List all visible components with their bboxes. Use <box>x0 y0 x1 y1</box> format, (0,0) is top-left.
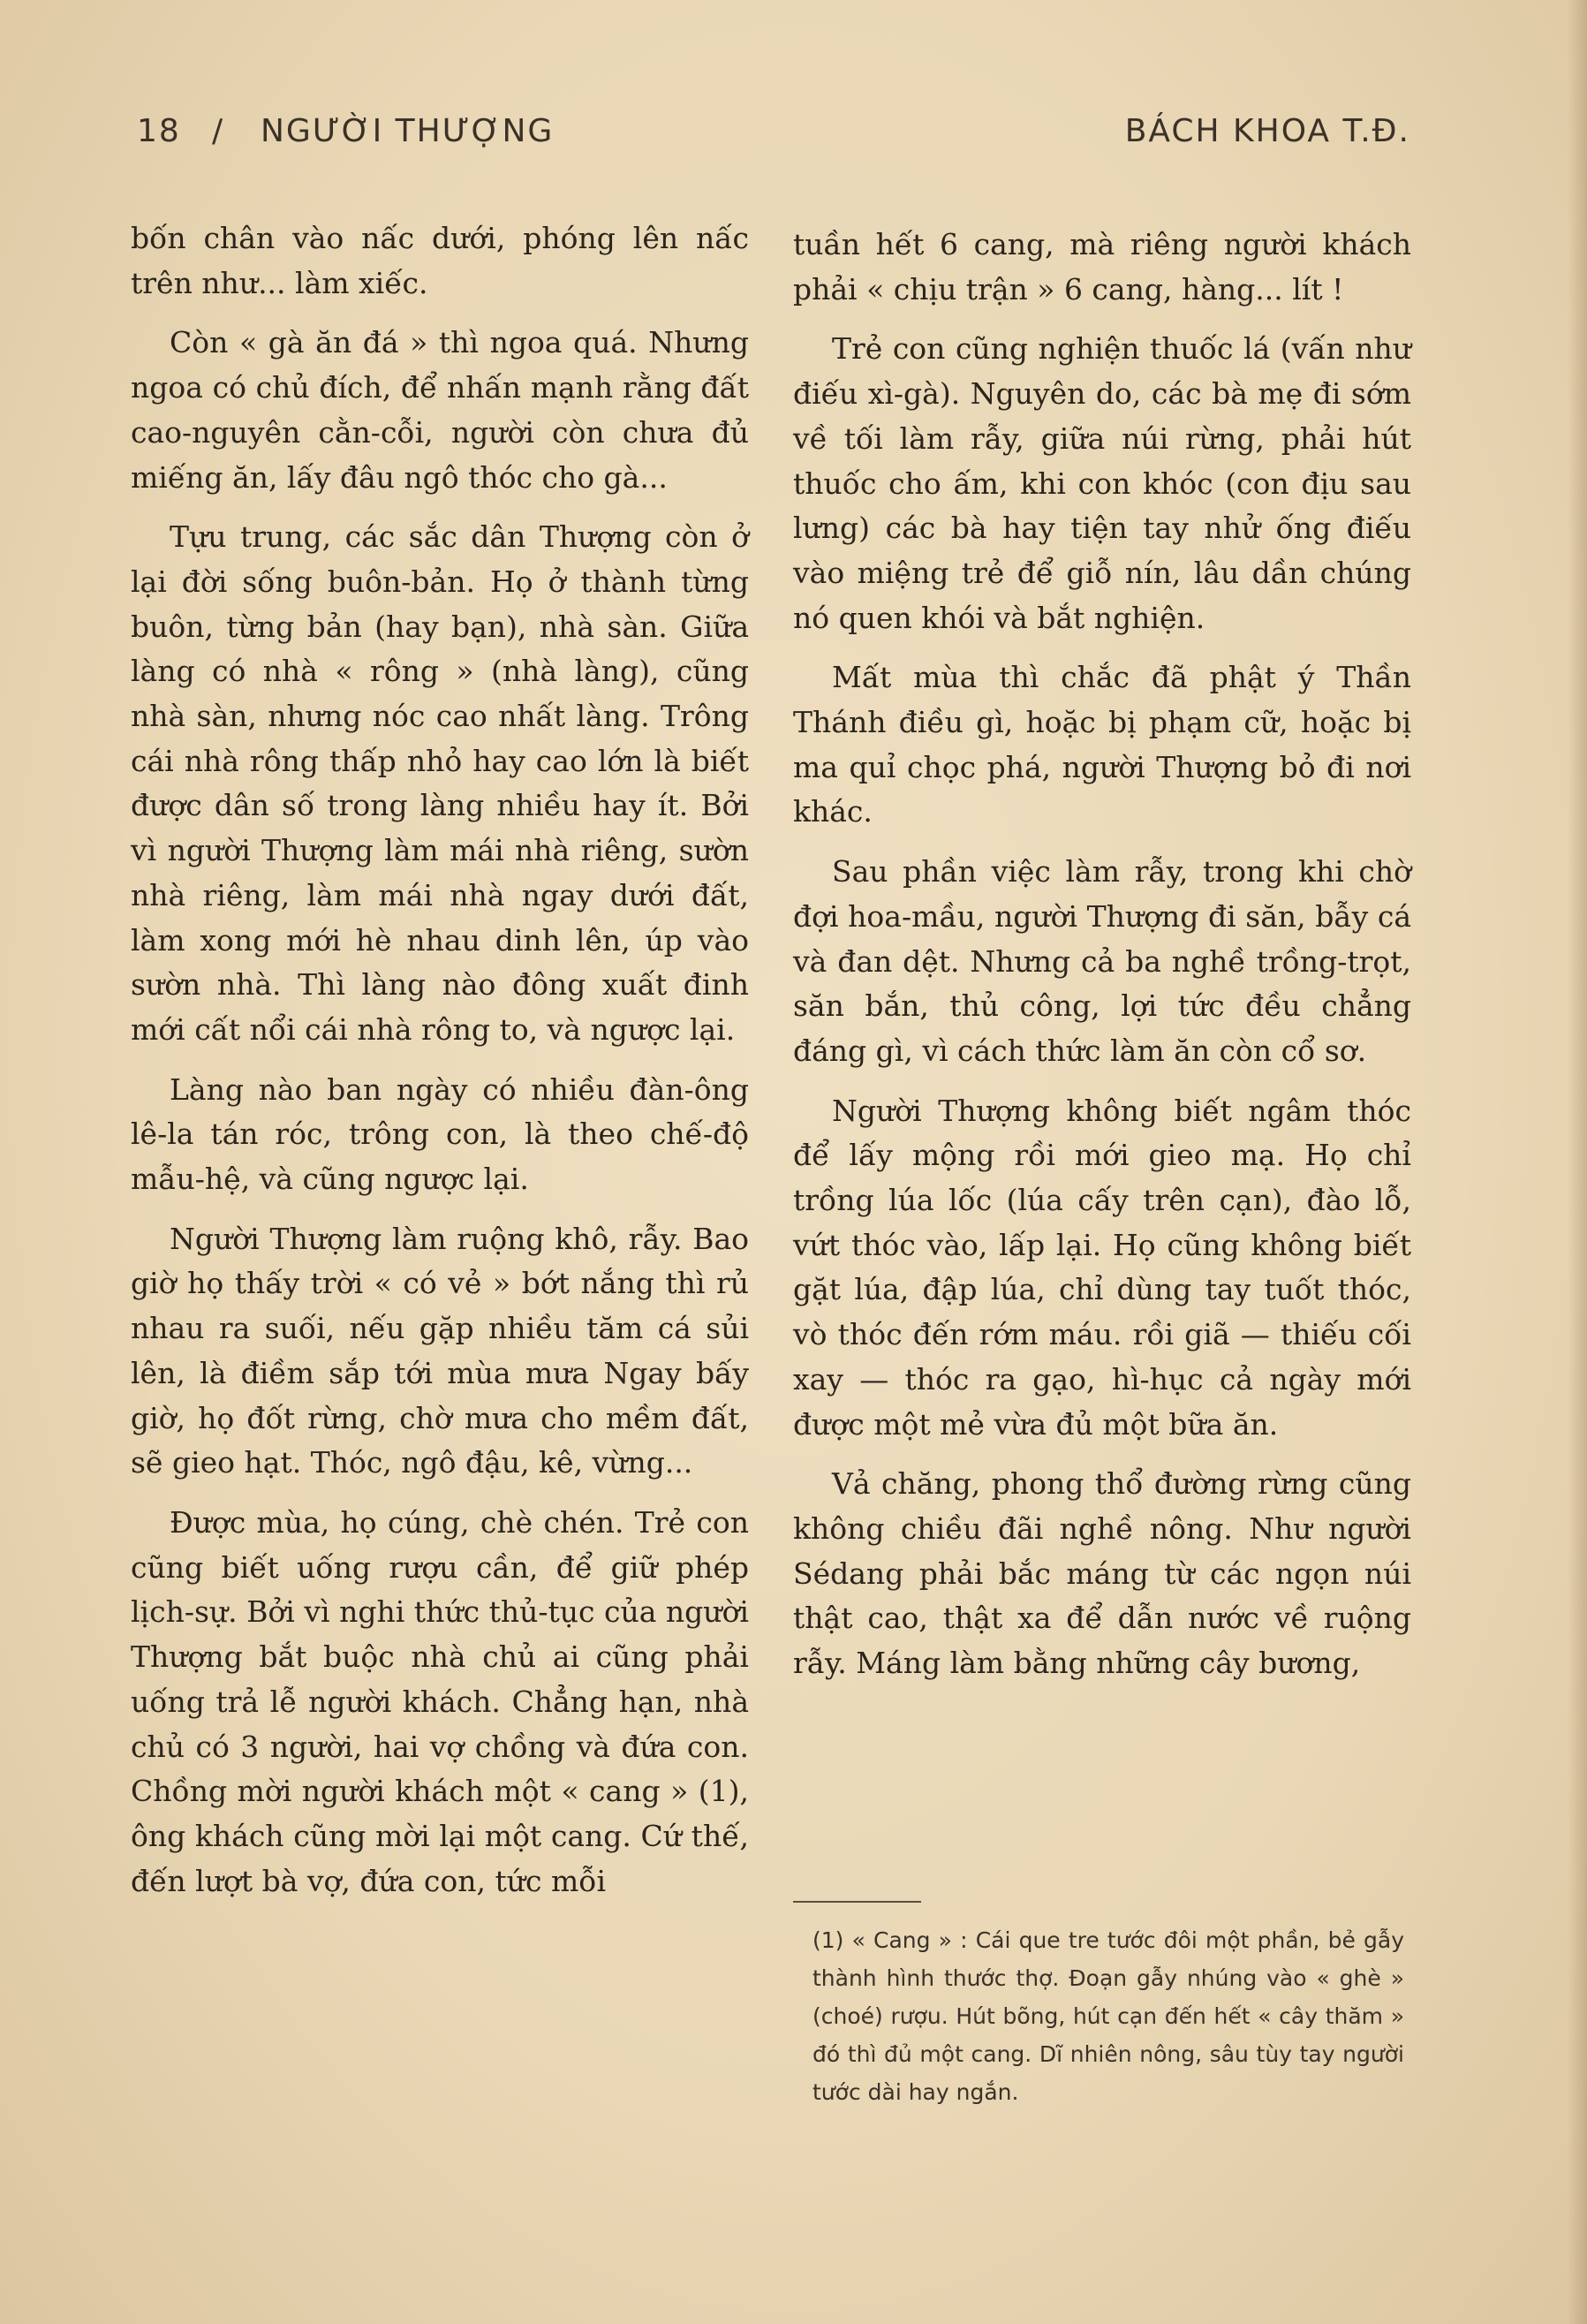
paragraph: Tựu trung, các sắc dân Thượng còn ở lại đời sống buôn-bản. Họ ở thành từng buôn, từng bản (hay bạn), nhà sàn. Giữa làng có nhà « rông » (nhà làng), cũng nhà sàn, nhưng nóc cao nhất làng. Trông cái nhà rông thấp nhỏ hay cao lớn là biết được dân số trong làng nhiều hay ít. Bởi vì người Thượng làm mái nhà riêng, sườn nhà riêng, làm mái nhà ngay dưới đất, làm xong mới hè nhau dinh lên, úp vào sườn nhà. Thì làng nào đông xuất đinh mới cất nổi cái nhà rông to, và ngược lại. <box>131 519 749 1047</box>
paragraph: Làng nào ban ngày có nhiều đàn-ông lê-la tán róc, trông con, là theo chế-độ mẫu-hệ, và cũng ngược lại. <box>131 1071 749 1197</box>
header-separator: / <box>212 113 225 149</box>
footnote-divider <box>793 1901 921 1903</box>
paragraph: Người Thượng không biết ngâm thóc để lấy mộng rồi mới gieo mạ. Họ chỉ trồng lúa lốc (lúa cấy trên cạn), đào lỗ, vứt thóc vào, lấp lại. Họ cũng không biết gặt lúa, đập lúa, chỉ dùng tay tuốt thóc, vò thóc đến rớm máu. rồi giã — thiếu cối xay — thóc ra gạo, hì-hục cả ngày mới được một mẻ vừa đủ một bữa ăn. <box>793 1093 1411 1442</box>
paragraph: Được mùa, họ cúng, chè chén. Trẻ con cũng biết uống rượu cần, để giữ phép lịch-sự. Bởi vì nghi thức thủ-tục của người Thượng bắt buộc nhà chủ ai cũng phải uống trả lễ người khách. Chẳng hạn, nhà chủ có 3 người, hai vợ chồng và đứa con. Chồng mời người khách một « cang » (1), ông khách cũng mời lại một cang. Cứ thế, đến lượt bà vợ, đứa con, tức mỗi <box>131 1504 749 1898</box>
right-text-column <box>793 223 1411 1701</box>
paragraph: tuần hết 6 cang, mà riêng người khách phải « chịu trận » 6 cang, hàng... lít ! <box>793 227 1411 307</box>
page-edge-shadow <box>1568 0 1587 2324</box>
paragraph: Vả chăng, phong thổ đường rừng cũng không chiều đãi nghề nông. Như người Sédang phải bắc máng từ các ngọn núi thật cao, thật xa để dẫn nước về ruộng rẫy. Máng làm bằng những cây bương, <box>793 1466 1411 1681</box>
journal-title: BÁCH KHOA T.Đ. <box>1124 113 1410 149</box>
paragraph: Mất mùa thì chắc đã phật ý Thần Thánh điều gì, hoặc bị phạm cữ, hoặc bị ma quỉ chọc phá, người Thượng bỏ đi nơi khác. <box>793 660 1411 829</box>
paragraph: Trẻ con cũng nghiện thuốc lá (vấn như điếu xì-gà). Nguyên do, các bà mẹ đi sớm về tối làm rẫy, giữa núi rừng, phải hút thuốc cho ấm, khi con khóc (con địu sau lưng) các bà hay tiện tay nhử ống điếu vào miệng trẻ để giỗ nín, lâu dần chúng nó quen khói và bắt nghiện. <box>793 331 1411 635</box>
footnote: (1) « Cang » : Cái que tre tước đôi một phần, bẻ gẫy thành hình thước thợ. Đoạn gẫy nhúng vào « ghè » (choé) rượu. Hút bõng, hút cạn đến hết « cây thăm » đó thì đủ một cang. Dĩ nhiên nông, sâu tùy tay người tước dài hay ngắn. <box>812 1927 1404 2105</box>
paragraph: Còn « gà ăn đá » thì ngoa quá. Nhưng ngoa có chủ đích, để nhấn mạnh rằng đất cao-nguyên cằn-cỗi, người còn chưa đủ miếng ăn, lấy đâu ngô thóc cho gà... <box>131 325 749 495</box>
page-number: 18 <box>137 113 181 149</box>
section-title: NGƯỜI THƯỢNG <box>261 113 555 149</box>
left-text-column <box>131 216 749 1919</box>
paragraph: Người Thượng làm ruộng khô, rẫy. Bao giờ họ thấy trời « có vẻ » bớt nắng thì rủ nhau ra suối, nếu gặp nhiều tăm cá sủi lên, là điềm sắp tới mùa mưa Ngay bấy giờ, họ đốt rừng, chờ mưa cho mềm đất, sẽ gieo hạt. Thóc, ngô đậu, kê, vừng... <box>131 1221 749 1480</box>
paragraph: bốn chân vào nấc dưới, phóng lên nấc trên như... làm xiếc. <box>131 221 749 300</box>
paragraph: Sau phần việc làm rẫy, trong khi chờ đợi hoa-mầu, người Thượng đi săn, bẫy cá và đan dệt. Nhưng cả ba nghề trồng-trọt, săn bắn, thủ công, lợi tức đều chẳng đáng gì, vì cách thức làm ăn còn cổ sơ. <box>793 854 1411 1068</box>
running-header <box>137 113 1410 157</box>
